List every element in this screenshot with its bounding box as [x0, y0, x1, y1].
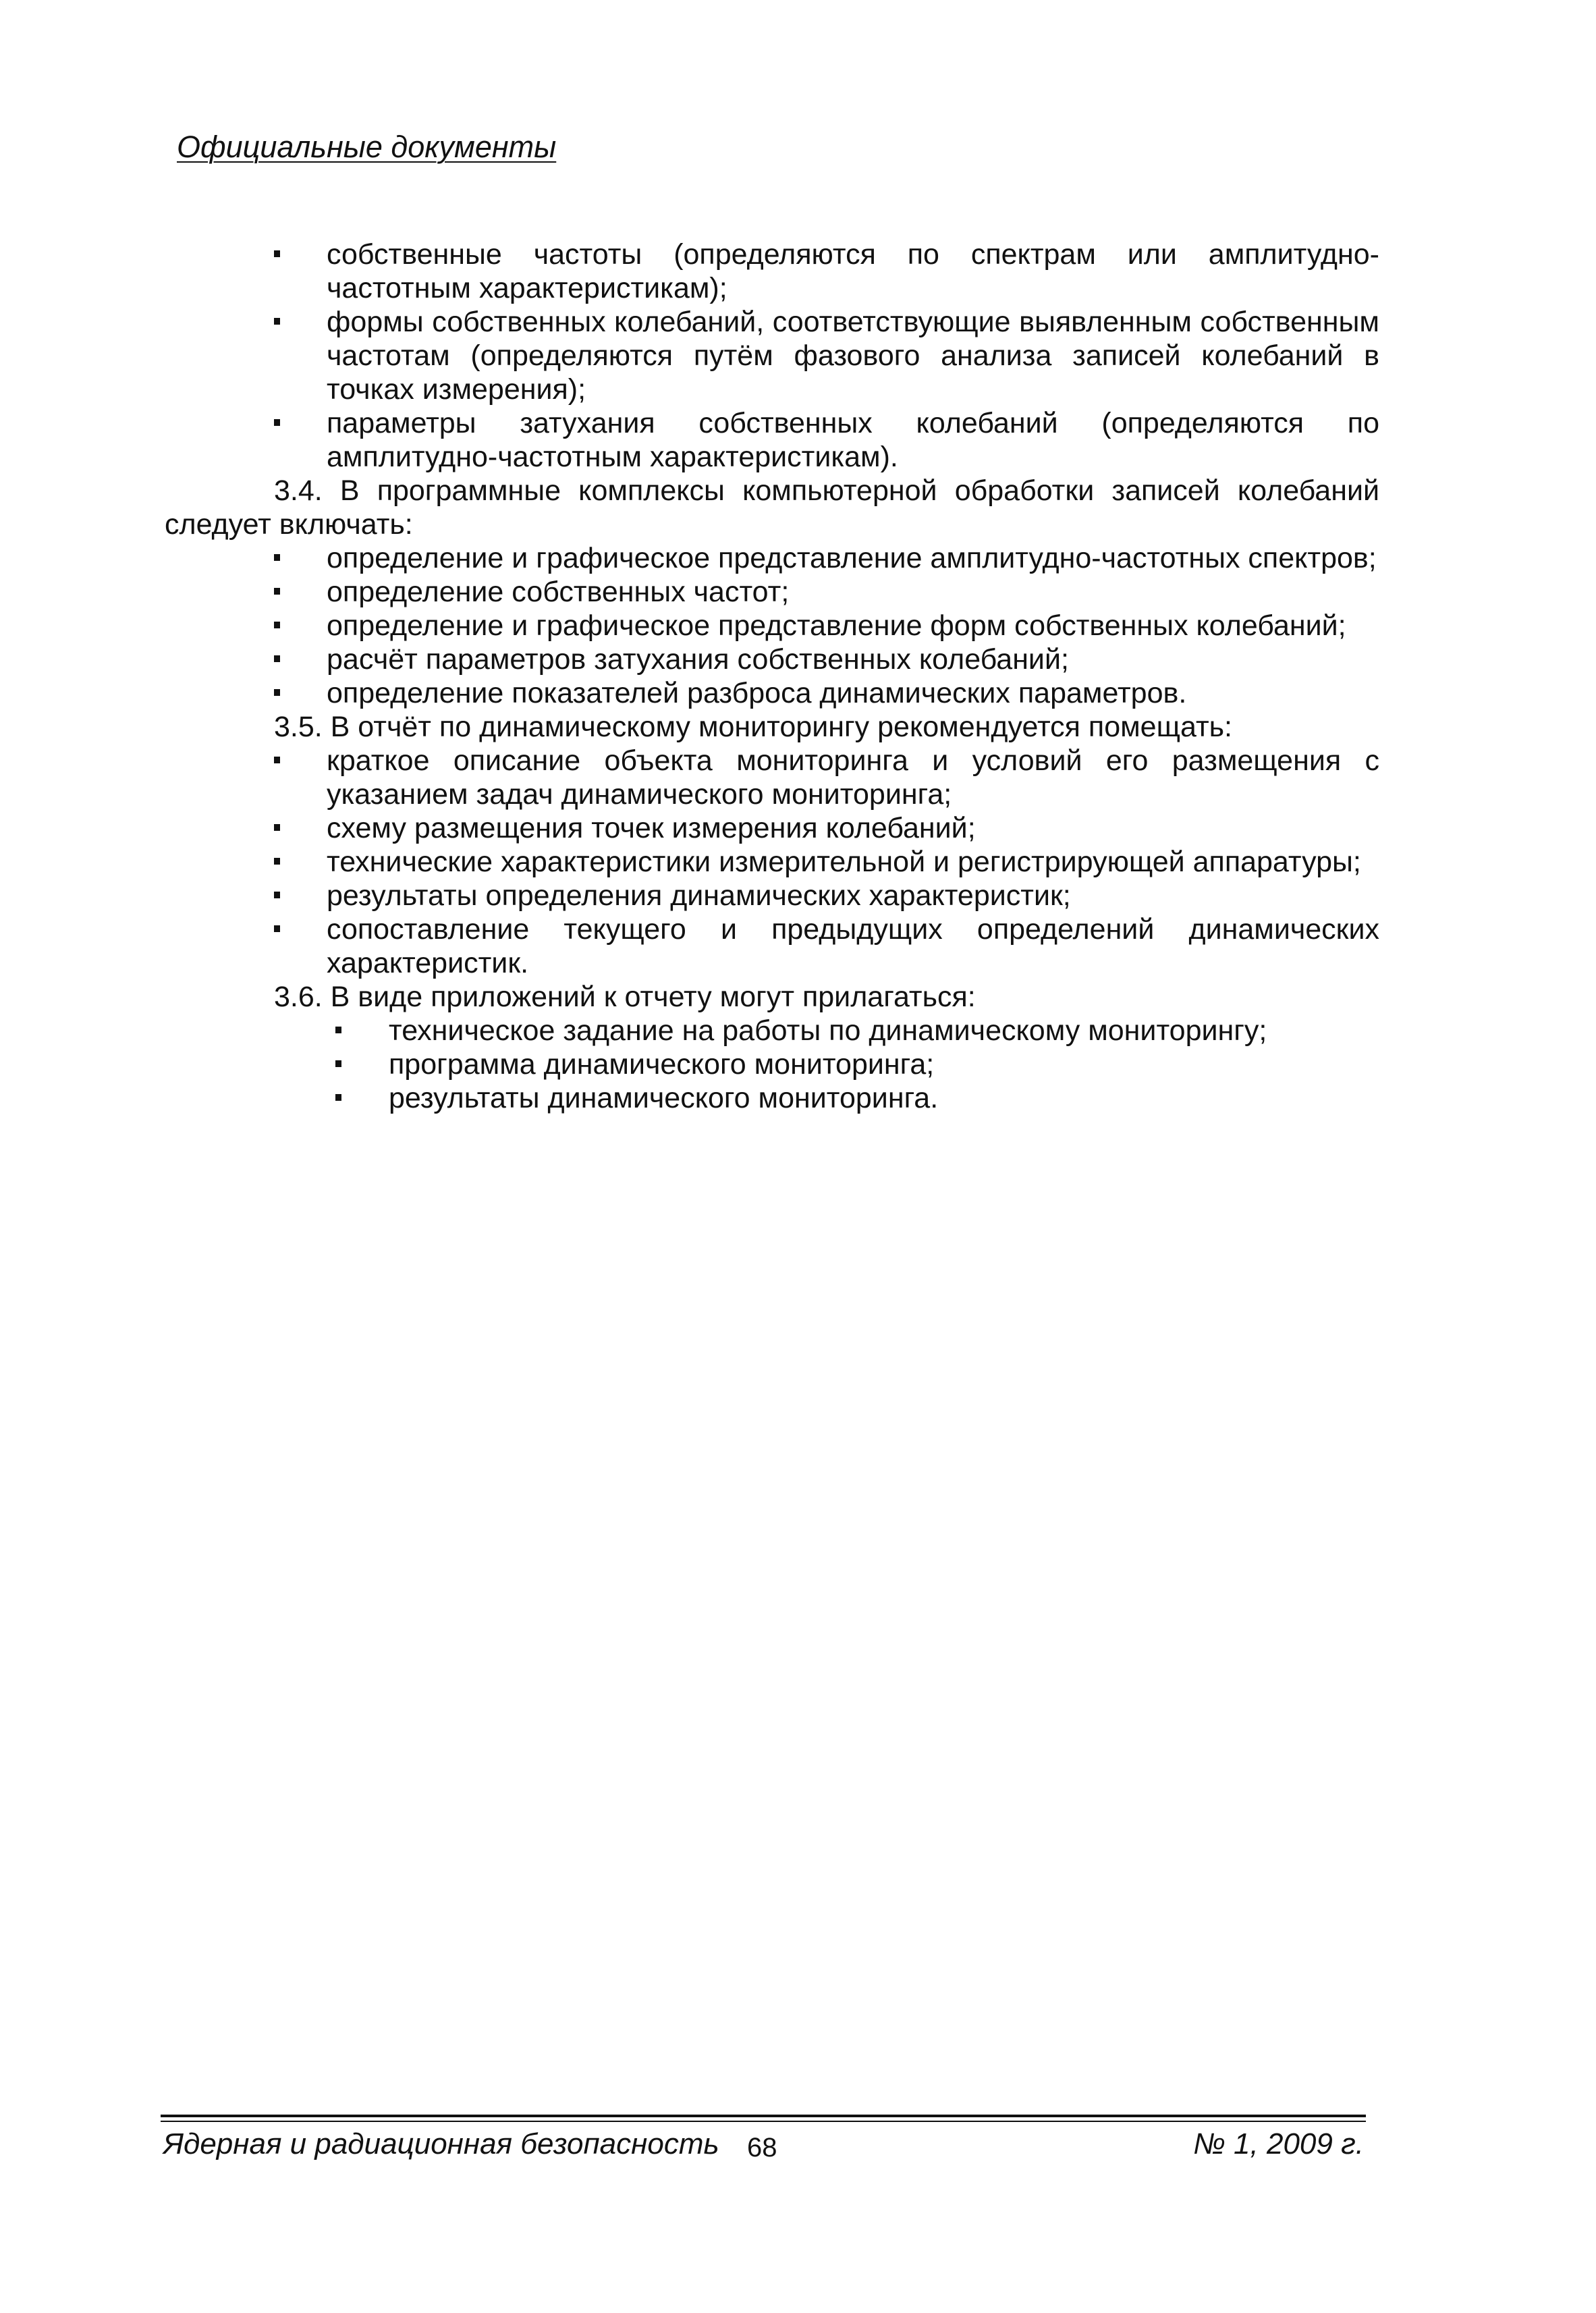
bullet-icon [274, 250, 280, 257]
footer-issue: № 1, 2009 г. [1193, 2127, 1364, 2160]
list-item [165, 811, 1379, 845]
bullet-icon [274, 757, 280, 763]
list-item-text: собственные частоты (определяются по спектрам или амплитудно-частотным характеристикам); [327, 238, 1379, 304]
list-item-text: определение и графическое представление форм собственных колебаний; [327, 609, 1346, 642]
list-item-text: схему размещения точек измерения колебаний; [327, 812, 976, 844]
document-body [165, 238, 1379, 1115]
list-item [165, 609, 1379, 643]
list-item-text: техническое задание на работы по динамическому мониторингу; [389, 1014, 1267, 1047]
list-item [165, 676, 1379, 710]
list-item-text: определение и графическое представление амплитудно-частотных спектров; [327, 542, 1377, 574]
footer-divider [161, 2115, 1366, 2117]
list-item [165, 406, 1379, 474]
list-item-text: результаты динамического мониторинга. [389, 1082, 939, 1114]
list-item [165, 305, 1379, 406]
list-item-text: расчёт параметров затухания собственных колебаний; [327, 643, 1069, 676]
list-item-text: параметры затухания собственных колебаний (определяются по амплитудно-частотным характеристикам). [327, 407, 1379, 473]
list-item [165, 238, 1379, 305]
list-item [165, 879, 1379, 913]
footer-journal-title: Ядерная и радиационная безопасность [163, 2127, 719, 2160]
list-item [165, 643, 1379, 676]
bullet-icon [274, 858, 280, 865]
list-item [165, 1047, 1379, 1081]
list-item [165, 541, 1379, 575]
list-item-text: определение показателей разброса динамических параметров. [327, 677, 1187, 709]
bullet-icon [274, 419, 280, 426]
bullet-icon [335, 1094, 341, 1101]
bullet-icon [274, 892, 280, 898]
bullet-icon [274, 622, 280, 628]
list-item [165, 575, 1379, 609]
list-item [165, 1014, 1379, 1047]
bullet-icon [274, 689, 280, 696]
bullet-icon [274, 824, 280, 831]
list-item-text: формы собственных колебаний, соответствующие выявленным собственным частотам (определяются путём фазового анализа записей колебаний в точках измерения); [327, 306, 1379, 406]
section-header: Официальные документы [177, 130, 557, 164]
list-item-text: краткое описание объекта мониторинга и условий его размещения с указанием задач динамического мониторинга; [327, 744, 1379, 811]
list-item-text: технические характеристики измерительной и регистрирующей аппаратуры; [327, 846, 1361, 878]
bullet-icon [274, 925, 280, 932]
bullet-icon [274, 588, 280, 595]
bullet-icon [335, 1027, 341, 1033]
list-item [165, 913, 1379, 980]
list-item [165, 1081, 1379, 1115]
page-number: 68 [747, 2133, 777, 2162]
bullet-icon [274, 554, 280, 561]
list-item-text: программа динамического мониторинга; [389, 1048, 935, 1081]
paragraph-3-4: 3.4. В программные комплексы компьютерной обработки записей колебаний следует включать: [165, 474, 1379, 541]
list-item [165, 845, 1379, 879]
bullet-icon [335, 1060, 341, 1067]
paragraph-3-6: 3.6. В виде приложений к отчету могут прилагаться: [274, 981, 976, 1013]
list-item-text: сопоставление текущего и предыдущих определений динамических характеристик. [327, 913, 1379, 979]
bullet-icon [274, 655, 280, 662]
bullet-icon [274, 318, 280, 325]
list-item-text: определение собственных частот; [327, 576, 790, 608]
footer-divider [161, 2121, 1366, 2122]
paragraph-3-5: 3.5. В отчёт по динамическому мониторингу рекомендуется помещать: [274, 711, 1232, 743]
list-item [165, 744, 1379, 811]
list-item-text: результаты определения динамических характеристик; [327, 879, 1071, 912]
